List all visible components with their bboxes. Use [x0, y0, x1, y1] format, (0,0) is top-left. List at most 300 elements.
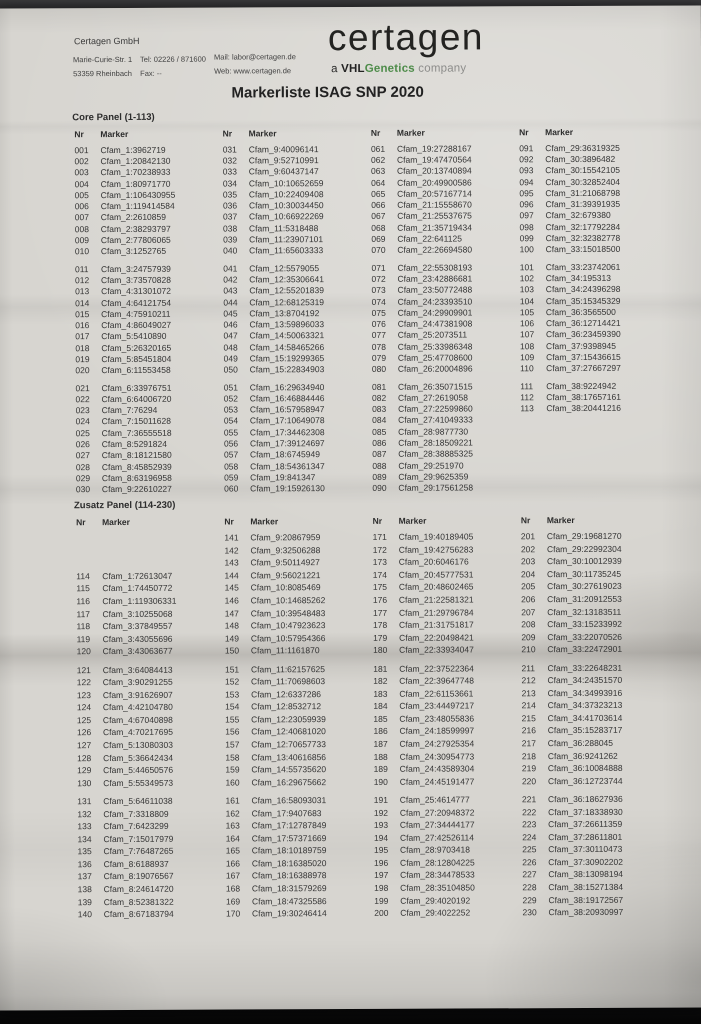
marker-value: Cfam_5:64611038 — [103, 795, 173, 807]
marker-row — [75, 274, 223, 286]
marker-value: Cfam_31:39391935 — [545, 198, 621, 210]
marker-nr: 021 — [75, 382, 90, 393]
marker-value: Cfam_3:64084413 — [102, 664, 173, 675]
column-header — [223, 128, 371, 140]
marker-value: Cfam_25:4614777 — [399, 794, 470, 805]
marker-nr: 118 — [76, 621, 91, 632]
marker-nr: 023 — [75, 405, 90, 416]
marker-nr: 007 — [74, 212, 89, 223]
marker-row — [373, 662, 521, 675]
marker-row — [226, 907, 374, 920]
marker-row — [373, 631, 521, 644]
marker-row — [225, 662, 373, 675]
marker-value: Cfam_12:35306641 — [249, 274, 324, 285]
marker-row — [225, 750, 373, 763]
marker-row — [372, 306, 520, 318]
marker-nr: 102 — [519, 273, 534, 284]
marker-value: Cfam_17:10649078 — [249, 415, 325, 426]
marker-value: Cfam_18:47325586 — [251, 895, 327, 907]
marker-nr: 146 — [224, 595, 239, 606]
marker-value: Cfam_5:55349573 — [103, 777, 174, 788]
marker-nr: 162 — [225, 808, 240, 819]
marker-nr: 002 — [74, 156, 89, 167]
marker-value: Cfam_35:15283717 — [547, 725, 623, 736]
marker-nr: 124 — [76, 702, 92, 713]
marker-column-header: Marker — [545, 127, 574, 138]
marker-value: Cfam_23:44497217 — [399, 700, 475, 712]
marker-nr: 094 — [519, 176, 534, 187]
marker-nr: 151 — [224, 664, 240, 675]
marker-row — [522, 793, 670, 806]
marker-value: Cfam_12:68125319 — [249, 296, 325, 307]
marker-value: Cfam_34:34993916 — [547, 687, 623, 698]
marker-nr: 015 — [75, 308, 90, 319]
marker-nr: 011 — [74, 263, 89, 274]
marker-nr: 042 — [223, 274, 238, 285]
marker-value: Cfam_18:16388978 — [251, 870, 327, 881]
marker-nr: 149 — [224, 633, 240, 644]
marker-nr: 106 — [519, 318, 535, 329]
marker-nr: 029 — [75, 473, 91, 484]
marker-row — [519, 209, 667, 221]
core-panel-table — [74, 127, 669, 495]
marker-value: Cfam_19:27288167 — [396, 143, 472, 154]
marker-nr: 108 — [520, 340, 535, 351]
zusatz-panel-table — [76, 515, 671, 921]
marker-row — [77, 776, 225, 789]
marker-value: Cfam_7:6423299 — [103, 821, 169, 832]
marker-value: Cfam_27:20948372 — [399, 807, 475, 818]
marker-row — [75, 381, 223, 393]
marker-nr: 143 — [224, 557, 239, 568]
marker-nr: 196 — [374, 857, 389, 868]
marker-nr: 022 — [75, 394, 90, 405]
marker-row — [223, 284, 371, 296]
marker-row — [223, 165, 371, 177]
column-header — [76, 517, 224, 529]
marker-row — [76, 619, 224, 632]
marker-nr: 012 — [74, 275, 90, 286]
marker-value: Cfam_33:15233992 — [547, 618, 622, 630]
marker-column — [224, 516, 374, 920]
marker-value: Cfam_20:48602465 — [398, 581, 474, 593]
marker-nr: 129 — [77, 765, 92, 776]
marker-nr: 194 — [373, 832, 389, 843]
marker-value: Cfam_8:67183794 — [103, 908, 174, 920]
marker-row — [521, 617, 669, 630]
marker-nr: 169 — [225, 896, 241, 907]
tagline-vhl: VHL — [341, 62, 365, 76]
marker-row — [374, 762, 522, 775]
marker-nr: 036 — [222, 200, 238, 211]
marker-nr: 069 — [371, 233, 386, 244]
marker-row — [77, 751, 225, 764]
marker-value: Cfam_3:37849557 — [102, 620, 173, 632]
marker-nr: 201 — [520, 531, 536, 542]
marker-value: Cfam_12:40681020 — [251, 726, 326, 737]
marker-row — [78, 882, 226, 895]
marker-nr: 202 — [520, 544, 536, 555]
marker-row — [374, 906, 522, 919]
marker-row — [76, 427, 224, 439]
marker-row — [77, 632, 225, 645]
marker-value: Cfam_24:45191477 — [399, 776, 475, 787]
marker-row — [224, 460, 372, 472]
nr-column-header: Nr — [222, 128, 233, 139]
marker-nr: 057 — [223, 449, 239, 460]
marker-row — [373, 530, 521, 543]
marker-row — [522, 905, 670, 918]
marker-row — [374, 831, 522, 844]
marker-row — [77, 738, 225, 751]
marker-row — [373, 580, 521, 593]
marker-value: Cfam_22:61153661 — [399, 688, 474, 699]
marker-nr: 032 — [222, 155, 237, 166]
marker-nr: 133 — [77, 821, 92, 832]
marker-value: Cfam_24:23393510 — [397, 295, 473, 307]
marker-value: Cfam_1:119414584 — [100, 200, 175, 212]
marker-value: Cfam_28:9877730 — [398, 426, 469, 437]
marker-row — [226, 894, 374, 907]
marker-value: Cfam_1:72613047 — [102, 570, 173, 581]
marker-value: Cfam_28:35104850 — [400, 882, 475, 893]
marker-row — [521, 643, 669, 656]
marker-row — [522, 893, 670, 906]
marker-nr: 075 — [371, 307, 386, 318]
marker-nr: 054 — [223, 415, 239, 427]
marker-nr: 114 — [76, 571, 90, 582]
marker-nr: 064 — [371, 177, 386, 188]
marker-row — [520, 261, 668, 273]
marker-nr: 147 — [224, 608, 239, 619]
marker-nr: 221 — [522, 794, 537, 805]
marker-row — [224, 381, 372, 393]
marker-row — [519, 175, 667, 187]
marker-nr: 140 — [77, 909, 92, 920]
marker-value: Cfam_12:8532712 — [251, 701, 322, 712]
marker-nr: 047 — [223, 330, 238, 341]
marker-nr: 083 — [372, 404, 387, 415]
marker-row — [374, 737, 522, 750]
marker-value: Cfam_19:30246414 — [251, 908, 327, 919]
marker-nr: 209 — [521, 631, 536, 642]
marker-row — [374, 894, 522, 907]
marker-nr: 132 — [77, 808, 92, 819]
marker-value: Cfam_29:251970 — [398, 460, 464, 471]
marker-value: Cfam_20:57167714 — [397, 188, 472, 199]
marker-row — [224, 531, 372, 544]
marker-value: Cfam_19:42756283 — [398, 544, 474, 555]
marker-row — [372, 482, 520, 494]
marker-nr: 096 — [519, 199, 534, 210]
certagen-logo: certagen — [327, 16, 485, 59]
marker-row — [522, 749, 670, 762]
marker-nr: 199 — [374, 895, 389, 906]
marker-nr: 161 — [225, 795, 240, 806]
marker-value: Cfam_37:18338930 — [548, 806, 623, 817]
marker-row — [225, 738, 373, 751]
marker-nr: 110 — [520, 363, 534, 374]
marker-nr: 112 — [520, 392, 534, 403]
marker-value: Cfam_34:37323213 — [547, 700, 623, 711]
marker-value: Cfam_4:86049027 — [101, 319, 172, 331]
marker-value: Cfam_25:2073511 — [397, 329, 468, 341]
marker-nr: 115 — [76, 583, 90, 594]
marker-row — [225, 644, 373, 657]
marker-row — [223, 177, 371, 189]
marker-nr: 010 — [74, 246, 90, 257]
marker-value: Cfam_30:32852404 — [545, 176, 621, 187]
marker-value: Cfam_19:15926130 — [250, 483, 325, 494]
marker-row — [225, 594, 373, 607]
marker-nr: 062 — [370, 154, 386, 165]
marker-row — [226, 857, 374, 870]
marker-row — [225, 700, 373, 713]
marker-nr: 028 — [75, 461, 91, 472]
marker-column — [371, 127, 521, 494]
marker-row — [75, 166, 223, 178]
marker-value: Cfam_11:62157625 — [250, 663, 326, 675]
column-header — [74, 129, 222, 141]
marker-nr: 034 — [222, 178, 238, 189]
marker-value: Cfam_36:12714421 — [545, 317, 621, 329]
marker-nr: 044 — [223, 296, 238, 308]
marker-row — [223, 296, 371, 308]
marker-nr: 091 — [519, 142, 534, 153]
marker-nr: 150 — [224, 645, 240, 656]
marker-nr: 152 — [224, 676, 240, 687]
marker-row — [520, 402, 668, 414]
marker-nr: 214 — [521, 700, 536, 711]
marker-row — [520, 362, 668, 374]
marker-row — [374, 843, 522, 856]
marker-nr: 154 — [225, 701, 240, 712]
marker-value: Cfam_29:36319325 — [545, 142, 620, 153]
marker-value: Cfam_23:48055836 — [399, 713, 475, 724]
marker-nr: 222 — [522, 806, 537, 817]
marker-nr: 098 — [519, 221, 534, 232]
marker-nr: 187 — [373, 738, 388, 749]
marker-value: Cfam_21:22581321 — [398, 594, 474, 605]
marker-nr: 195 — [373, 845, 389, 856]
marker-nr: 078 — [371, 341, 387, 352]
marker-row — [75, 211, 223, 223]
marker-value: Cfam_24:30954773 — [399, 751, 475, 762]
marker-nr: 228 — [522, 882, 537, 893]
marker-nr: 172 — [372, 544, 387, 555]
marker-row — [521, 567, 669, 580]
nr-column-header: Nr — [74, 129, 84, 140]
marker-nr: 039 — [223, 234, 238, 245]
marker-nr: 184 — [373, 701, 388, 712]
marker-nr: 178 — [372, 619, 388, 630]
marker-nr: 213 — [521, 688, 536, 699]
marker-nr: 119 — [76, 633, 91, 644]
marker-value: Cfam_3:43063677 — [102, 645, 173, 657]
marker-value: Cfam_33:22070526 — [547, 631, 623, 642]
marker-row — [78, 895, 226, 908]
marker-value: Cfam_34:24351570 — [547, 675, 623, 686]
marker-value: Cfam_9:50114927 — [250, 557, 320, 568]
marker-row — [519, 142, 667, 154]
marker-value: Cfam_38:20441216 — [546, 402, 622, 414]
marker-row — [522, 868, 670, 881]
marker-nr: 171 — [372, 532, 387, 543]
marker-nr: 085 — [372, 426, 387, 437]
marker-value: Cfam_7:3318809 — [103, 808, 169, 819]
marker-value: Cfam_10:30034450 — [248, 200, 324, 211]
marker-row — [226, 882, 374, 895]
marker-value: Cfam_3:73570828 — [100, 274, 171, 285]
marker-nr: 197 — [374, 870, 389, 881]
marker-nr: 104 — [519, 295, 535, 306]
marker-row — [75, 308, 223, 320]
marker-value: Cfam_12:70657733 — [251, 739, 326, 750]
marker-row — [76, 582, 224, 595]
marker-value: Cfam_17:57371669 — [251, 832, 327, 844]
marker-column — [519, 127, 669, 494]
marker-row — [77, 676, 225, 689]
marker-value: Cfam_1:106430955 — [100, 189, 176, 200]
marker-value: Cfam_8:24614720 — [103, 883, 174, 895]
marker-value: Cfam_9:32506288 — [250, 544, 321, 556]
marker-value: Cfam_30:27619023 — [547, 581, 622, 592]
marker-row — [75, 330, 223, 342]
marker-value: Cfam_3:10255068 — [102, 608, 173, 619]
marker-row — [76, 404, 224, 416]
marker-row — [77, 663, 225, 676]
marker-row — [374, 793, 522, 806]
marker-row — [520, 232, 668, 244]
marker-row — [372, 284, 520, 296]
marker-nr: 186 — [373, 726, 388, 737]
marker-value: Cfam_38:19172567 — [548, 894, 624, 905]
marker-value: Cfam_6:11553458 — [101, 365, 171, 376]
marker-row — [372, 363, 520, 375]
marker-row — [223, 222, 371, 234]
column-offset-spacer — [76, 532, 224, 570]
marker-value: Cfam_7:76294 — [101, 405, 158, 416]
marker-nr: 159 — [225, 764, 240, 775]
marker-nr: 180 — [373, 645, 388, 656]
marker-nr: 072 — [371, 273, 386, 284]
marker-value: Cfam_18:16385020 — [251, 858, 327, 869]
marker-value: Cfam_28:34478533 — [400, 869, 475, 881]
marker-row — [521, 580, 669, 593]
marker-row — [226, 844, 374, 857]
marker-value: Cfam_16:46884446 — [249, 392, 325, 404]
marker-nr: 001 — [74, 144, 89, 155]
marker-row — [223, 143, 371, 155]
marker-value: Cfam_18:6745949 — [249, 449, 320, 460]
company-address — [73, 53, 132, 81]
marker-value: Cfam_4:75910211 — [101, 308, 171, 319]
marker-value: Cfam_22:39647748 — [399, 675, 474, 687]
marker-row — [225, 606, 373, 619]
logo-tagline — [331, 62, 466, 75]
marker-value: Cfam_9:52710991 — [248, 155, 319, 166]
marker-nr: 041 — [223, 263, 238, 274]
marker-nr: 049 — [223, 353, 238, 364]
marker-row — [223, 188, 371, 200]
marker-nr: 206 — [521, 594, 536, 605]
tagline-genetics: Genetics — [364, 62, 415, 75]
marker-value: Cfam_34:195313 — [545, 272, 611, 284]
marker-row — [522, 736, 670, 749]
marker-nr: 153 — [225, 689, 240, 700]
marker-nr: 174 — [372, 569, 388, 580]
marker-row — [521, 530, 669, 543]
marker-value: Cfam_28:9703418 — [399, 844, 470, 856]
nr-column-header: Nr — [224, 516, 234, 527]
marker-value: Cfam_9:40096141 — [248, 143, 319, 155]
marker-row — [522, 724, 670, 737]
marker-nr: 148 — [224, 620, 239, 631]
marker-row — [372, 391, 520, 403]
marker-nr: 067 — [371, 211, 386, 222]
marker-nr: 043 — [223, 285, 238, 296]
marker-row — [77, 794, 225, 807]
marker-row — [373, 555, 521, 568]
marker-nr: 063 — [371, 166, 386, 177]
marker-value: Cfam_27:34444177 — [399, 819, 475, 831]
marker-value: Cfam_3:90291255 — [102, 677, 173, 688]
marker-value: Cfam_27:41049333 — [398, 414, 473, 426]
column-header — [371, 127, 519, 139]
marker-nr: 135 — [77, 846, 92, 857]
marker-nr: 035 — [222, 189, 238, 200]
marker-row — [371, 142, 519, 154]
marker-nr: 128 — [77, 752, 92, 763]
marker-row — [374, 856, 522, 869]
marker-nr: 182 — [373, 676, 388, 687]
marker-value: Cfam_4:70217695 — [102, 727, 173, 738]
address-line2: 53359 Rheinbach — [73, 68, 132, 79]
marker-row — [75, 319, 223, 331]
marker-value: Cfam_1:80971770 — [100, 178, 171, 189]
marker-nr: 101 — [519, 261, 534, 272]
marker-nr: 014 — [75, 297, 90, 308]
marker-nr: 165 — [225, 845, 240, 856]
marker-nr: 051 — [223, 382, 238, 393]
marker-nr: 170 — [225, 908, 241, 919]
marker-row — [77, 688, 225, 701]
marker-row — [373, 699, 521, 712]
marker-row — [522, 818, 670, 831]
marker-row — [75, 189, 223, 201]
marker-row — [372, 425, 520, 437]
marker-column — [74, 129, 224, 496]
marker-nr: 229 — [522, 894, 537, 905]
marker-value: Cfam_25:33986348 — [397, 341, 473, 352]
marker-nr: 127 — [77, 740, 92, 751]
marker-row — [371, 273, 519, 285]
marker-row — [76, 438, 224, 450]
marker-nr: 216 — [521, 725, 536, 736]
marker-row — [75, 245, 223, 257]
marker-row — [226, 869, 374, 882]
marker-row — [78, 857, 226, 870]
marker-row — [522, 843, 670, 856]
marker-row — [225, 687, 373, 700]
marker-value: Cfam_9:60437147 — [248, 166, 319, 177]
marker-row — [521, 630, 669, 643]
marker-nr: 099 — [519, 233, 534, 244]
marker-nr: 224 — [522, 832, 537, 843]
marker-row — [225, 794, 373, 807]
marker-row — [372, 340, 520, 352]
marker-value: Cfam_38:20930997 — [548, 906, 624, 918]
